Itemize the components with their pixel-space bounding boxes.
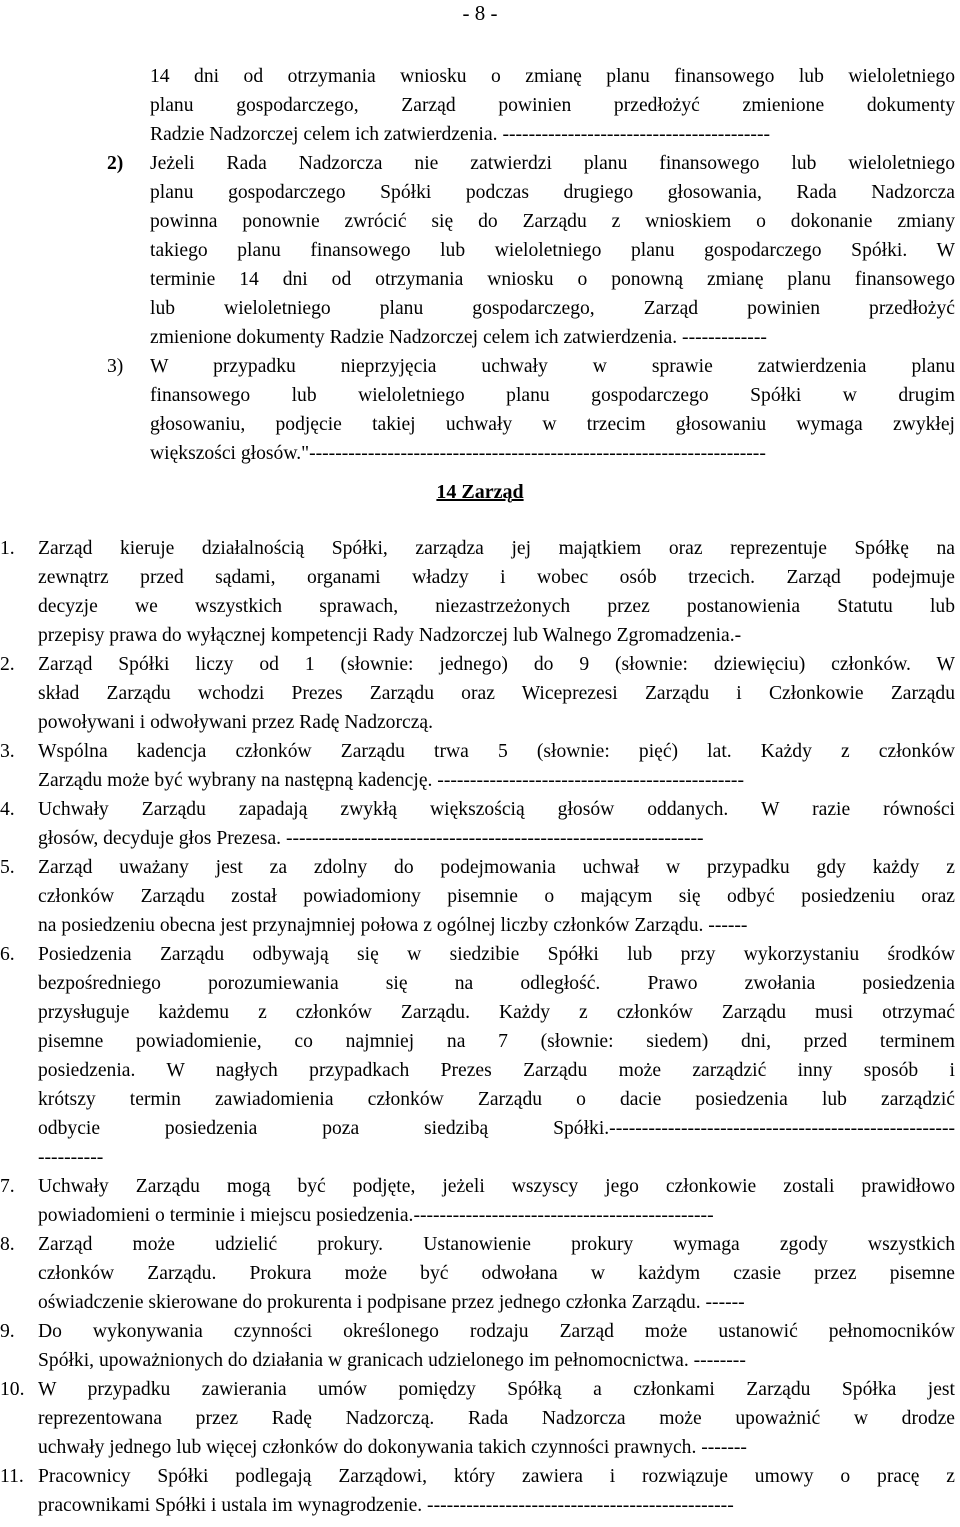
text-line: terminie 14 dni od otrzymania wniosku o ponowną zmianę planu finansowego — [150, 269, 955, 290]
item-number: 10. — [0, 1379, 25, 1400]
text-line: Spółki, upoważnionych do działania w granicach udzielonego im pełnomocnictwa. -------- — [38, 1350, 746, 1371]
text-line: Uchwały Zarządu mogą być podjęte, jeżeli wszyscy jego członkowie zostali prawidłowo — [38, 1176, 955, 1197]
text-line: takiego planu finansowego lub wieloletniego planu gospodarczego Spółki. W — [150, 240, 955, 261]
item-number: 7. — [0, 1176, 15, 1197]
item-number: 9. — [0, 1321, 15, 1342]
numbered-item — [0, 1317, 955, 1375]
text-line: głosowaniu, podjęcie takiej uchwały w trzecim głosowaniu wymaga zwykłej — [150, 414, 955, 435]
text-line: krótszy termin zawiadomienia członków Zarządu o dacie posiedzenia lub zarządzić — [38, 1089, 955, 1110]
point-number: 3) — [107, 356, 124, 377]
numbered-item — [0, 1172, 955, 1230]
numbered-item — [0, 650, 955, 737]
numbered-item — [0, 1375, 955, 1462]
text-line: członków Zarządu. Prokura może być odwołana w każdym czasie przez pisemne — [38, 1263, 955, 1284]
text-line: zmienione dokumenty Radzie Nadzorczej celem ich zatwierdzenia. ------------- — [150, 327, 767, 348]
text-line: powinna ponownie zwrócić się do Zarządu z wnioskiem o dokonanie zmiany — [150, 211, 955, 232]
text-line: planu gospodarczego, Zarząd powinien przedłożyć zmienione dokumenty — [150, 95, 955, 116]
text-line: W przypadku nieprzyjęcia uchwały w sprawie zatwierdzenia planu — [150, 356, 955, 377]
intro-paragraph — [150, 62, 955, 149]
text-line: Posiedzenia Zarządu odbywają się w siedzibie Spółki lub przy wykorzystaniu środków — [38, 944, 955, 965]
text-line: decyzje we wszystkich sprawach, niezastrzeżonych przez postanowienia Statutu lub — [38, 596, 955, 617]
text-line: Zarząd Spółki liczy od 1 (słownie: jednego) do 9 (słownie: dziewięciu) członków. W — [38, 654, 955, 675]
numbered-item — [0, 853, 955, 940]
statute-points-block — [0, 62, 960, 468]
text-line: W przypadku zawierania umów pomiędzy Spółką a członkami Zarządu Spółka jest — [38, 1379, 955, 1400]
text-line: członków Zarządu został powiadomiony pisemnie o mającym się odbyć posiedzeniu oraz — [38, 886, 955, 907]
numbered-item — [0, 1230, 955, 1317]
text-line: skład Zarządu wchodzi Prezes Zarządu oraz Wiceprezesi Zarządu i Członkowie Zarządu — [38, 683, 955, 704]
text-line: oświadczenie skierowane do prokurenta i podpisane przez jednego członka Zarządu. ------ — [38, 1292, 745, 1313]
text-line: powoływani i odwoływani przez Radę Nadzorczą. — [38, 712, 433, 733]
text-line: zewnątrz przed sądami, organami władzy i wobec osób trzecich. Zarząd podejmuje — [38, 567, 955, 588]
text-line: 14 dni od otrzymania wniosku o zmianę planu finansowego lub wieloletniego — [150, 66, 955, 87]
text-line: Zarząd uważany jest za zdolny do podejmowania uchwał w przypadku gdy każdy z — [38, 857, 955, 878]
item-number: 2. — [0, 654, 15, 675]
item-number: 3. — [0, 741, 15, 762]
text-line: przepisy prawa do wyłącznej kompetencji Rady Nadzorczej lub Walnego Zgromadzenia.- — [38, 625, 742, 646]
text-line: powiadomieni o terminie i miejscu posiedzenia.---------------------------------------------- — [38, 1205, 714, 1226]
numbered-item — [0, 1462, 955, 1520]
text-line: finansowego lub wieloletniego planu gospodarczego Spółki w drugim — [150, 385, 955, 406]
text-line: większości głosów."---------------------------------------------------------------------- — [150, 443, 766, 464]
item-number: 8. — [0, 1234, 15, 1255]
text-line: Zarządu może być wybrany na następną kadencję. ----------------------------------------------- — [38, 770, 744, 791]
text-line: przysługuje każdemu z członków Zarządu. Każdy z członków Zarządu musi otrzymać — [38, 1002, 955, 1023]
text-line: planu gospodarczego Spółki podczas drugiego głosowania, Rada Nadzorcza — [150, 182, 955, 203]
text-line: uchwały jednego lub więcej członków do dokonywania takich czynności prawnych. ------- — [38, 1437, 747, 1458]
section-heading: 14 Zarząd — [436, 481, 524, 503]
text-line: odbycie posiedzenia poza siedzibą Spółki.----------------------------------------------------- — [38, 1118, 955, 1139]
statute-point — [107, 352, 955, 468]
numbered-item — [0, 940, 955, 1172]
text-line: posiedzenia. W nagłych przypadkach Prezes Zarządu może zarządzić inny sposób i — [38, 1060, 955, 1081]
numbered-item — [0, 534, 955, 650]
text-line: Zarząd kieruje działalnością Spółki, zarządza jej majątkiem oraz reprezentuje Spółkę na — [38, 538, 955, 559]
text-line: Pracownicy Spółki podlegają Zarządowi, który zawiera i rozwiązuje umowy o pracę z — [38, 1466, 955, 1487]
text-line: głosów, decyduje głos Prezesa. ---------------------------------------------------------------- — [38, 828, 704, 849]
numbered-item — [0, 795, 955, 853]
text-line: Wspólna kadencja członków Zarządu trwa 5 (słownie: pięć) lat. Każdy z członków — [38, 741, 955, 762]
item-number: 1. — [0, 538, 15, 559]
management-board-items — [0, 534, 960, 1520]
text-line: Do wykonywania czynności określonego rodzaju Zarząd może ustanowić pełnomocników — [38, 1321, 955, 1342]
item-number: 11. — [0, 1466, 24, 1487]
numbered-item — [0, 737, 955, 795]
text-line: Jeżeli Rada Nadzorcza nie zatwierdzi planu finansowego lub wieloletniego — [150, 153, 955, 174]
item-number: 5. — [0, 857, 15, 878]
text-line: pracownikami Spółki i ustala im wynagrodzenie. ----------------------------------------------- — [38, 1495, 734, 1516]
text-line: na posiedzeniu obecna jest przynajmniej połowa z ogólnej liczby członków Zarządu. ------ — [38, 915, 748, 936]
text-line: reprezentowana przez Radę Nadzorczą. Rada Nadzorcza może upoważnić w drodze — [38, 1408, 955, 1429]
text-line: ---------- — [38, 1147, 104, 1168]
text-line: bezpośredniego porozumiewania się na odległość. Prawo zwołania posiedzenia — [38, 973, 955, 994]
item-number: 6. — [0, 944, 15, 965]
text-line: Zarząd może udzielić prokury. Ustanowienie prokury wymaga zgody wszystkich — [38, 1234, 955, 1255]
statute-point — [107, 149, 955, 352]
text-line: lub wieloletniego planu gospodarczego, Zarząd powinien przedłożyć — [150, 298, 955, 319]
text-line: Uchwały Zarządu zapadają zwykłą większością głosów oddanych. W razie równości — [38, 799, 955, 820]
page-number: - 8 - — [462, 1, 498, 25]
item-number: 4. — [0, 799, 15, 820]
point-number: 2) — [107, 153, 124, 174]
text-line: pisemne powiadomienie, co najmniej na 7 (słownie: siedem) dni, przed terminem — [38, 1031, 955, 1052]
text-line: Radzie Nadzorczej celem ich zatwierdzenia. ----------------------------------------- — [150, 124, 770, 145]
